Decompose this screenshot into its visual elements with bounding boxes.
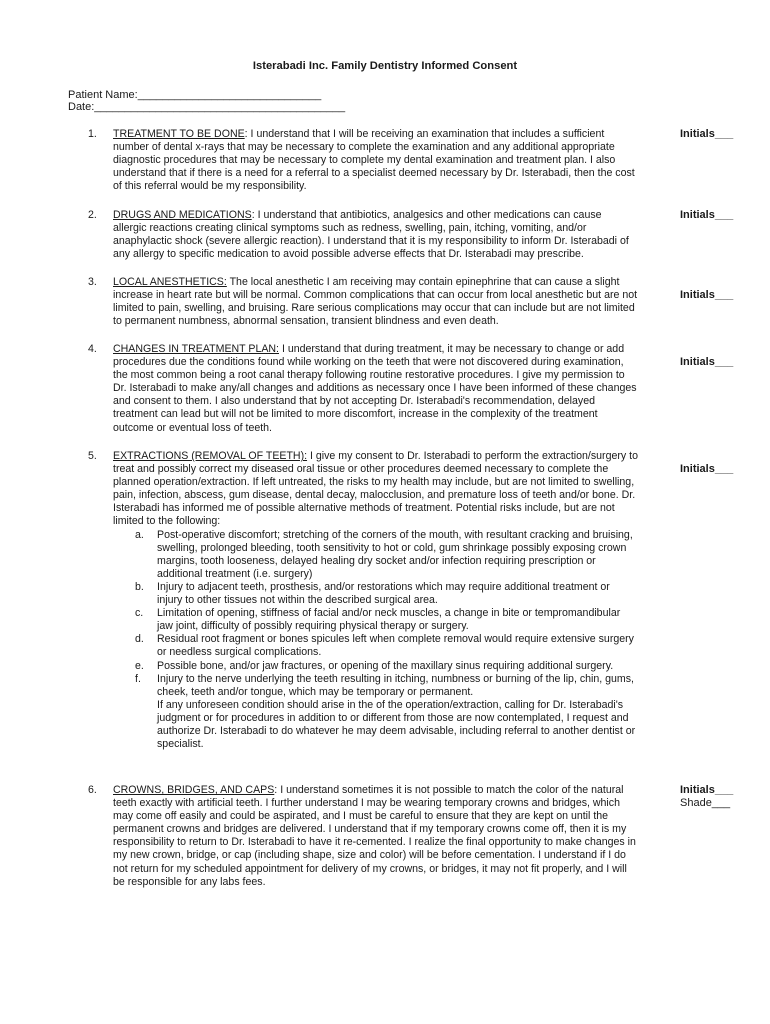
item-heading-separator: : xyxy=(274,784,278,796)
date-label: Date: xyxy=(68,101,95,113)
consent-item-drugs xyxy=(88,209,638,261)
item-body: I understand that during treatment, it may be necessary to change or add procedures due the conditions found while working on the teeth that were not discovered during examination, the most common being a root canal therapy following routine restorative procedures. I give my permission to Dr. Isterabadi to make any/all changes and additions as necessary once I have been informed of these changes and consent to them. I also understand that by not accepting Dr. Isterabadi's recommendation, delayed treatment can lead but will not be limited to more discomfort, increase in the complexity of the treatment outcome or eventual loss of teeth. xyxy=(113,343,637,434)
item-heading: CHANGES IN TREATMENT PLAN: xyxy=(113,343,279,355)
risk-item-a xyxy=(135,528,638,581)
risk-letter: d. xyxy=(135,633,144,646)
risk-item-e xyxy=(135,659,638,673)
item-heading: CROWNS, BRIDGES, AND CAPS xyxy=(113,784,275,796)
risk-letter: c. xyxy=(135,607,144,620)
risk-item-c xyxy=(135,607,638,633)
item-body: I understand sometimes it is not possible to match the color of the natural teeth exactly with artificial teeth. I further understand I may be wearing temporary crowns and bridges, which may come off easily and could be aspirated, and I must be careful to ensure that they are kept on until the permanent crowns and bridges are delivered. I understand that if my temporary crowns come off, then it is my responsibility to return to Dr. Isterabadi to have it re-cemented. I realize the final opportunity to make changes in my new crown, bridge, or cap (including shape, size and color) will be before cementation. I understand if I do not return for my scheduled appointment for delivery of my crowns, or bridges, it may not fit properly, and I will be responsible for any labs fees. xyxy=(113,784,636,888)
item-text xyxy=(113,343,638,435)
consent-item-treatment xyxy=(88,128,638,193)
item-text xyxy=(113,784,638,889)
risk-letter: f. xyxy=(135,672,141,685)
item-number: 6. xyxy=(88,784,97,796)
risk-text: Post-operative discomfort; stretching of the corners of the mouth, with resultant cracking and bruising, swelling, prolonged bleeding, tooth sensitivity to hot or cold, gum shrinkage possibly exposing crown margins, tooth looseness, delayed healing dry socket and/or infection requiring prescription or additional treatment (i.e. surgery) xyxy=(157,528,633,580)
item-body: The local anesthetic I am receiving may contain epinephrine that can cause a slight increase in heart rate but will be normal. Common complications that can occur from local anesthetic but are not limited to pain, swelling, and bruising. Rare serious complications may occur that can include but are not limited to permanent numbness, abnormal sensation, transient blindness and even death. xyxy=(113,276,638,328)
risk-letter: e. xyxy=(135,659,144,672)
item-number: 4. xyxy=(88,343,97,355)
item-number: 2. xyxy=(88,209,97,221)
initials-drugs[interactable] xyxy=(680,209,733,222)
item-body: I give my consent to Dr. Isterabadi to perform the extraction/surgery to treat and possibly correct my diseased oral tissue or other procedures deemed necessary to complete the planned operation/extraction. If left untreated, the risks to my health may include, but are not limited to swelling, pain, infection, abscess, gum disease, dental decay, malocclusion, and premature loss of teeth and/or bone. Dr. Isterabadi has informed me of possible alternative methods of treatment. Potential risks include, but are not limited to the following: xyxy=(113,450,638,528)
shade-crowns[interactable] xyxy=(680,797,730,810)
initials-treatment-plan[interactable] xyxy=(680,356,733,369)
item-heading: EXTRACTIONS (REMOVAL OF TEETH): xyxy=(113,450,308,462)
item-number: 5. xyxy=(88,450,97,462)
consent-item-crowns xyxy=(88,784,638,889)
risk-item-d xyxy=(135,633,638,659)
initials-label[interactable]: Initials___ xyxy=(680,784,734,796)
initials-treatment[interactable] xyxy=(680,128,733,141)
risk-text: Injury to the nerve underlying the teeth resulting in itching, numbness or burning of the lip, chin, gums, cheek, teeth and/or tongue, which may be temporary or permanent. xyxy=(157,672,634,698)
risk-letter: b. xyxy=(135,580,144,593)
initials-crowns[interactable] xyxy=(680,784,733,797)
consent-item-anesthetics xyxy=(88,276,638,328)
item-heading: TREATMENT TO BE DONE xyxy=(113,128,245,140)
risk-text: Limitation of opening, stiffness of facial and/or neck muscles, a change in bite or tempromandibular jaw joint, difficulty of possibly requiring physical therapy or surgery. xyxy=(157,607,621,633)
item-intro xyxy=(113,450,638,529)
initials-label[interactable]: Initials___ xyxy=(680,209,734,221)
risk-item-b xyxy=(135,580,638,607)
patient-name-label: Patient Name: xyxy=(68,89,138,101)
initials-anesthetics[interactable] xyxy=(680,289,733,302)
item-number: 3. xyxy=(88,276,97,288)
document-title: Isterabadi Inc. Family Dentistry Informed Consent xyxy=(252,60,518,72)
consent-item-treatment-plan xyxy=(88,343,638,435)
risk-letter: a. xyxy=(135,528,144,541)
extraction-authorization: If any unforeseen condition should arise in the of the operation/extraction, calling for Dr. Isterabadi's judgment or for procedures in addition to or different from those are now contemplated, I request and authorize Dr. Isterabadi to do whatever he may deem advisable, including referral to another dentist or specialist. xyxy=(157,698,636,751)
date-blank[interactable]: _________________________________________ xyxy=(94,101,346,113)
shade-label[interactable]: Shade___ xyxy=(680,797,731,809)
item-body: I understand that I will be receiving an examination that includes a sufficient number of dental x-rays that may be necessary to complete the examination and any additional appropriate diagnostic procedures that may be necessary to complete my dental examination and treatment plan. I also understand that if there is a need for a referral to a specialist deemed necessary by Dr. Isterabadi, then the cost of this referral would be my responsibility. xyxy=(113,128,635,193)
patient-name-blank[interactable]: ______________________________ xyxy=(137,89,322,101)
initials-label[interactable]: Initials___ xyxy=(680,289,734,301)
risk-item-f xyxy=(135,672,638,699)
initials-label[interactable]: Initials___ xyxy=(680,128,734,140)
risk-text: Possible bone, and/or jaw fractures, or opening of the maxillary sinus requiring additional surgery. xyxy=(157,659,614,672)
date-field xyxy=(68,101,345,114)
risk-text: Injury to adjacent teeth, prosthesis, and/or restorations which may require additional treatment or injury to other tissues not within the described surgical area. xyxy=(157,580,610,607)
item-body: I understand that antibiotics, analgesics and other medications can cause allergic reactions creating clinical symptoms such as redness, swelling, pain, itching, vomiting, and/or anaphylactic shock (severe allergic reaction). I understand that it is my responsibility to inform Dr. Isterabadi of any allergy to specific medication to avoid possible adverse effects that Dr. Isterabadi may prescribe. xyxy=(113,209,629,261)
initials-label[interactable]: Initials___ xyxy=(680,356,734,368)
initials-label[interactable]: Initials___ xyxy=(680,463,734,475)
item-text xyxy=(113,450,638,751)
risk-text: Residual root fragment or bones spicules left when complete removal would require extensive surgery or needless surgical complications. xyxy=(157,633,634,659)
initials-extractions[interactable] xyxy=(680,463,733,476)
item-heading: DRUGS AND MEDICATIONS xyxy=(113,209,252,221)
item-number: 1. xyxy=(88,128,97,140)
consent-item-extractions xyxy=(88,450,638,751)
item-text xyxy=(113,209,638,261)
item-text xyxy=(113,128,638,193)
item-heading-separator: : xyxy=(244,128,248,140)
item-heading-separator: : xyxy=(251,209,255,221)
item-heading: LOCAL ANESTHETICS: xyxy=(113,276,227,288)
item-text xyxy=(113,276,638,328)
